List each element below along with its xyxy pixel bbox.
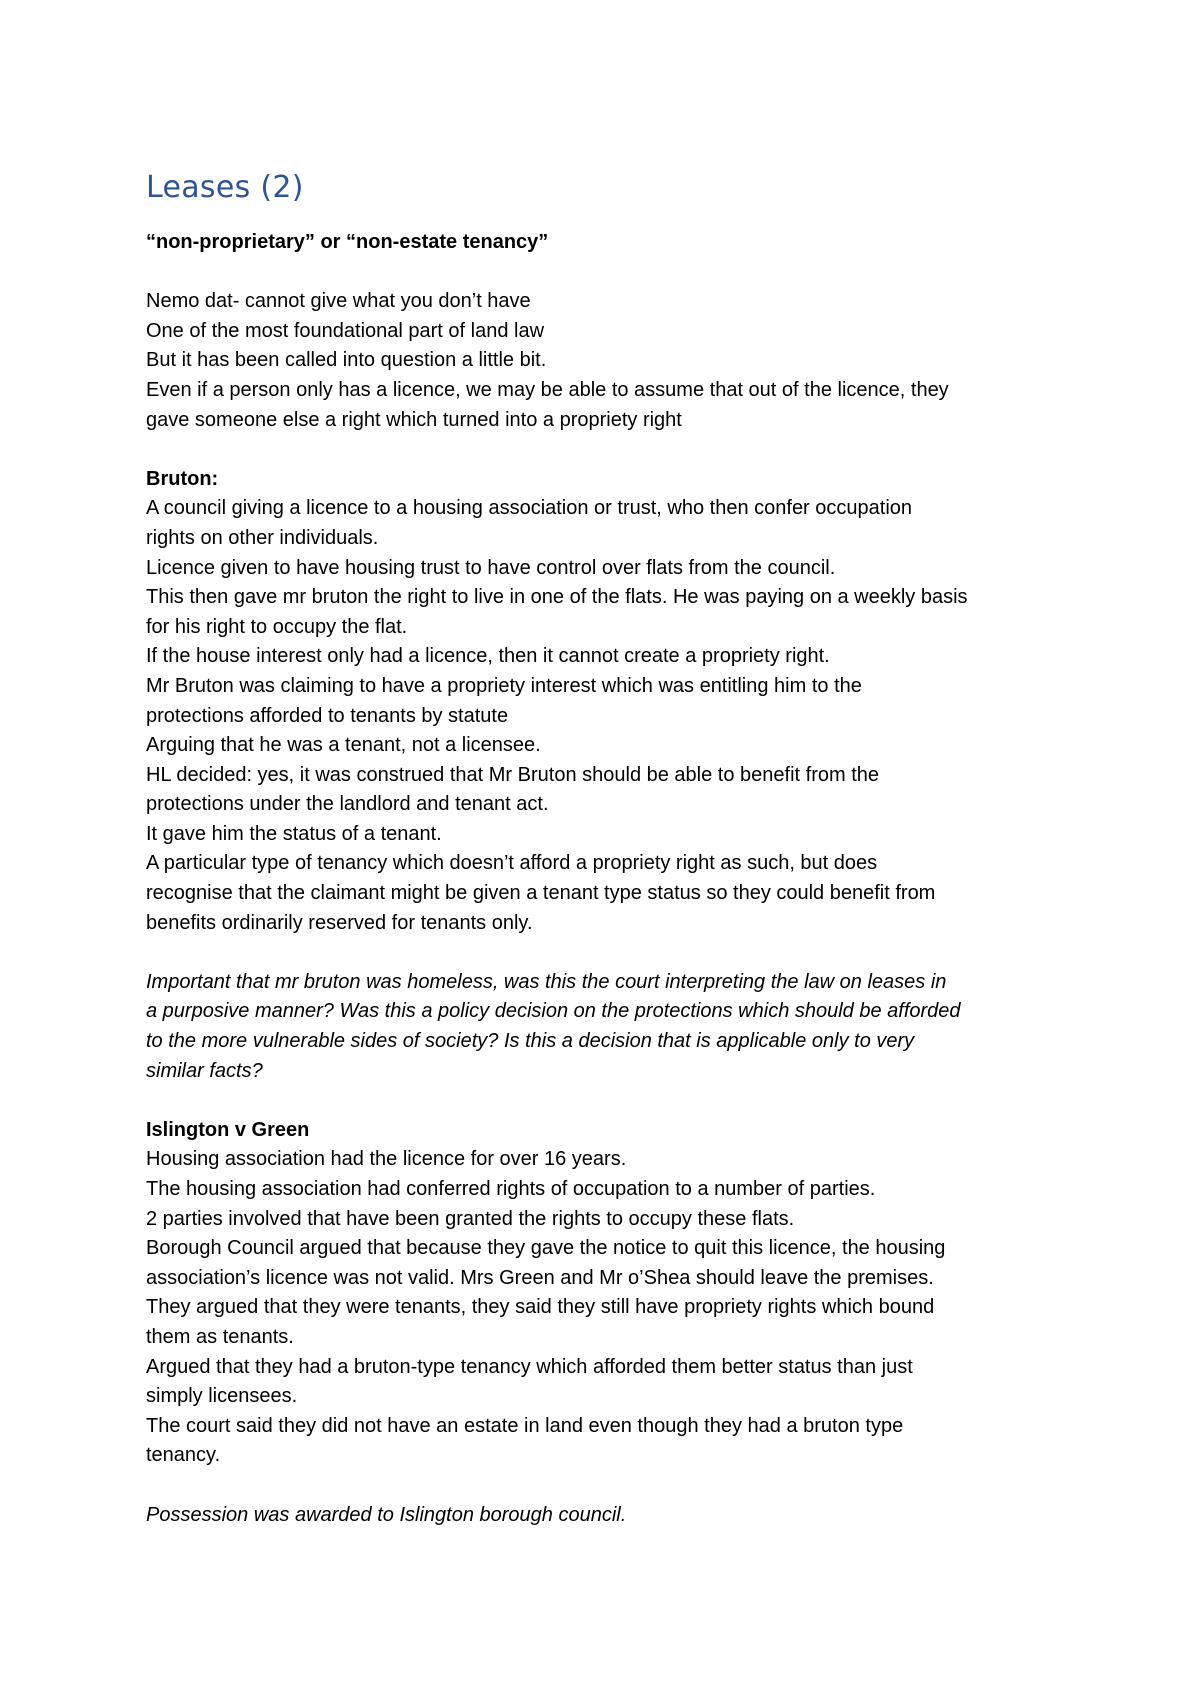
bruton-comment-line: similar facts?: [146, 1059, 263, 1082]
islington-line: Borough Council argued that because they gave the notice to quit this licence, the housing: [146, 1237, 946, 1260]
document-page: [146, 168, 1076, 1530]
intro-section: [146, 287, 1076, 435]
bruton-line: for his right to occupy the flat.: [146, 615, 408, 638]
spacer: [146, 435, 1076, 465]
bruton-line: recognise that the claimant might be given a tenant type status so they could benefit from: [146, 882, 936, 905]
bruton-section: [146, 465, 1076, 1086]
page-title: Leases (2): [146, 170, 304, 205]
bruton-line: Arguing that he was a tenant, not a licensee.: [146, 734, 541, 757]
bruton-line: If the house interest only had a licence, then it cannot create a propriety right.: [146, 645, 830, 668]
islington-line: 2 parties involved that have been granted the rights to occupy these flats.: [146, 1207, 795, 1230]
intro-line: One of the most foundational part of land law: [146, 319, 545, 342]
islington-line: tenancy.: [146, 1444, 221, 1467]
islington-line: them as tenants.: [146, 1325, 294, 1348]
bruton-line: HL decided: yes, it was construed that Mr Bruton should be able to benefit from the: [146, 763, 879, 786]
bruton-line: protections under the landlord and tenant act.: [146, 793, 549, 816]
islington-line: association’s licence was not valid. Mrs Green and Mr o’Shea should leave the premises.: [146, 1266, 934, 1289]
bruton-line: A particular type of tenancy which doesn’t afford a propriety right as such, but does: [146, 852, 878, 875]
bruton-line: rights on other individuals.: [146, 526, 379, 549]
bruton-line: benefits ordinarily reserved for tenants only.: [146, 911, 533, 934]
islington-section: [146, 1116, 1076, 1530]
islington-line: simply licensees.: [146, 1385, 298, 1408]
section-heading-islington: Islington v Green: [146, 1118, 310, 1141]
islington-conclusion: Possession was awarded to Islington borough council.: [146, 1503, 627, 1526]
bruton-comment-line: to the more vulnerable sides of society? Is this a decision that is applicable only to very: [146, 1030, 915, 1053]
subtitle: “non-proprietary” or “non-estate tenancy”: [146, 231, 549, 253]
bruton-line: It gave him the status of a tenant.: [146, 822, 442, 845]
intro-line: But it has been called into question a little bit.: [146, 349, 547, 372]
bruton-line: protections afforded to tenants by statute: [146, 704, 509, 727]
intro-line: Nemo dat- cannot give what you don’t have: [146, 290, 531, 313]
bruton-line: Licence given to have housing trust to have control over flats from the council.: [146, 556, 836, 579]
islington-line: The housing association had conferred rights of occupation to a number of parties.: [146, 1178, 876, 1200]
bruton-line: A council giving a licence to a housing association or trust, who then confer occupation: [146, 497, 913, 520]
intro-line: gave someone else a right which turned into a propriety right: [146, 408, 682, 431]
spacer: [146, 938, 1076, 968]
spacer: [146, 258, 1076, 288]
islington-line: Housing association had the licence for over 16 years.: [146, 1148, 627, 1171]
islington-line: They argued that they were tenants, they said they still have propriety rights which bound: [146, 1296, 935, 1319]
spacer: [146, 1086, 1076, 1116]
bruton-line: This then gave mr bruton the right to live in one of the flats. He was paying on a weekly basis: [146, 586, 968, 609]
islington-line: Argued that they had a bruton-type tenancy which afforded them better status than just: [146, 1355, 913, 1378]
bruton-line: Mr Bruton was claiming to have a propriety interest which was entitling him to the: [146, 674, 862, 697]
section-heading-bruton: Bruton:: [146, 467, 219, 490]
spacer: [146, 1471, 1076, 1501]
islington-line: The court said they did not have an estate in land even though they had a bruton type: [146, 1414, 904, 1437]
bruton-comment-line: Important that mr bruton was homeless, was this the court interpreting the law on leases in: [146, 970, 947, 993]
bruton-comment-line: a purposive manner? Was this a policy decision on the protections which should be afforded: [146, 1000, 961, 1023]
intro-line: Even if a person only has a licence, we may be able to assume that out of the licence, they: [146, 378, 949, 401]
